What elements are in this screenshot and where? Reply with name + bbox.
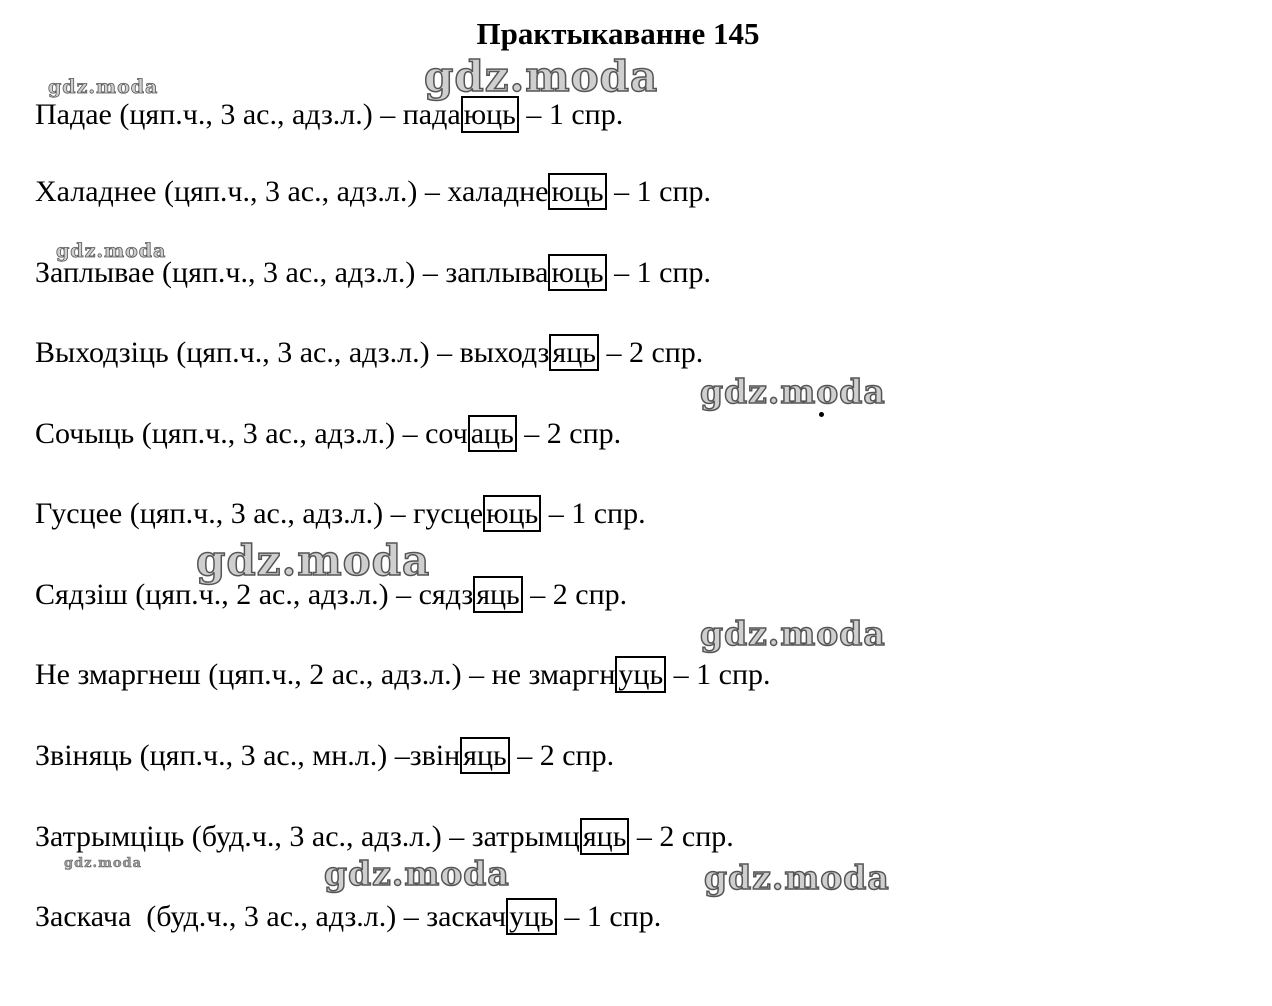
conjugation-note: – 1 спр. <box>556 900 662 933</box>
line-text: Заплывае (цяп.ч., 3 ас., адз.л.) – заплыва <box>35 256 549 289</box>
answer-line-11 <box>35 898 661 936</box>
answer-line-7 <box>35 576 627 614</box>
conjugation-note: – 1 спр. <box>606 256 711 289</box>
answer-line-2 <box>35 173 711 211</box>
boxed-ending: яць <box>580 818 630 855</box>
line-text: Затрымціць (буд.ч., 3 ас., адз.л.) – затрымц <box>35 820 580 853</box>
line-text: Не змаргнеш (цяп.ч., 2 ас., адз.л.) – не змаргн <box>35 658 616 691</box>
watermark-logo: gdz.moda <box>48 76 159 98</box>
watermark-logo: gdz.moda <box>704 858 890 897</box>
watermark-logo: gdz.moda <box>700 372 886 411</box>
answer-line-1 <box>35 96 623 134</box>
line-text: Сядзіш (цяп.ч., 2 ас., адз.л.) – сядз <box>35 578 474 611</box>
boxed-ending: яць <box>460 737 510 774</box>
conjugation-note: – 1 спр. <box>541 497 646 530</box>
watermark-logo: gdz.moda <box>64 856 143 871</box>
answer-line-8 <box>35 656 771 694</box>
watermark-logo: gdz.moda <box>56 240 167 262</box>
boxed-ending: юць <box>461 96 519 133</box>
watermark-logo: gdz.moda <box>424 52 659 101</box>
stray-dot <box>819 412 824 417</box>
line-text: Гусцее (цяп.ч., 3 ас., адз.л.) – гусце <box>35 497 484 530</box>
watermark-logo: gdz.moda <box>700 614 886 653</box>
watermark-logo: gdz.moda <box>196 536 431 585</box>
conjugation-note: – 2 спр. <box>509 739 615 772</box>
line-text: Сочыць (цяп.ч., 3 ас., адз.л.) – соч <box>35 417 468 450</box>
answer-line-6 <box>35 495 646 533</box>
boxed-ending: юць <box>548 173 606 210</box>
conjugation-note: – 2 спр. <box>598 336 704 369</box>
answer-line-4 <box>35 334 703 372</box>
boxed-ending: юць <box>548 254 606 291</box>
conjugation-note: – 2 спр. <box>516 417 622 450</box>
answer-line-10 <box>35 818 734 856</box>
boxed-ending: уць <box>615 656 666 693</box>
line-text: Заскача (буд.ч., 3 ас., адз.л.) – заскач <box>35 900 507 933</box>
conjugation-note: – 2 спр. <box>522 578 628 611</box>
boxed-ending: яць <box>473 576 523 613</box>
boxed-ending: уць <box>506 898 557 935</box>
boxed-ending: юць <box>483 495 541 532</box>
boxed-ending: яць <box>549 334 599 371</box>
conjugation-note: – 1 спр. <box>606 175 711 208</box>
conjugation-note: – 1 спр. <box>518 98 624 131</box>
line-text: Падае (цяп.ч., 3 ас., адз.л.) – пада <box>35 98 461 131</box>
boxed-ending: аць <box>468 415 517 452</box>
line-text: Халаднее (цяп.ч., 3 ас., адз.л.) – халадне <box>35 175 549 208</box>
answer-line-3 <box>35 254 711 292</box>
watermark-logo: gdz.moda <box>324 854 510 893</box>
answer-line-9 <box>35 737 614 775</box>
exercise-title: Практыкаванне 145 <box>476 16 760 51</box>
line-text: Звіняць (цяп.ч., 3 ас., мн.л.) –звін <box>35 739 461 772</box>
line-text: Выходзіць (цяп.ч., 3 ас., адз.л.) – выходз <box>35 336 550 369</box>
answer-line-5 <box>35 415 621 453</box>
conjugation-note: – 1 спр. <box>666 658 771 691</box>
conjugation-note: – 2 спр. <box>629 820 734 853</box>
